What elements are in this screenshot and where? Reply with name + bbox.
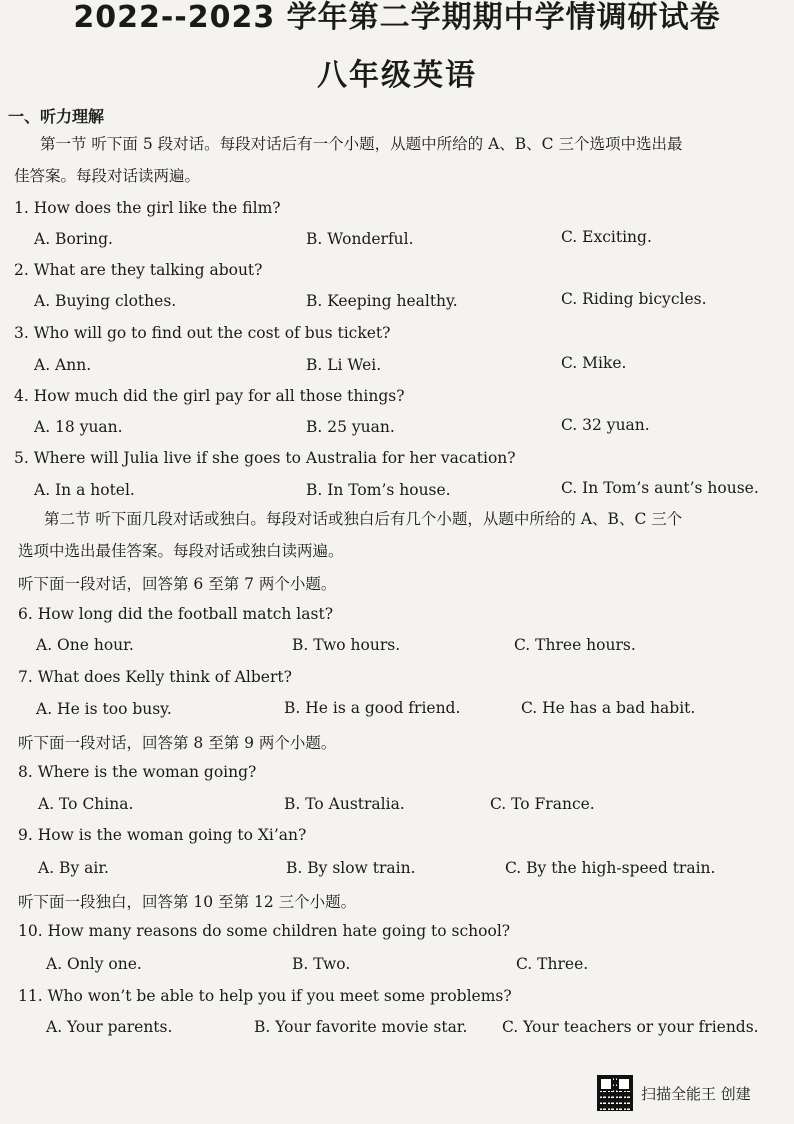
question-2: 2. What are they talking about? xyxy=(14,261,263,279)
q10-option-a: A. Only one. xyxy=(46,955,142,973)
question-7: 7. What does Kelly think of Albert? xyxy=(18,668,292,686)
question-4: 4. How much did the girl pay for all those things? xyxy=(14,387,405,405)
q2-option-a: A. Buying clothes. xyxy=(34,292,177,310)
q1-option-b: B. Wonderful. xyxy=(306,230,414,248)
q1-option-c: C. Exciting. xyxy=(561,228,652,246)
q10-option-c: C. Three. xyxy=(516,955,589,973)
q5-option-b: B. In Tom’s house. xyxy=(306,481,451,499)
listening-note-1: 听下面一段对话，回答第 6 至第 7 两个小题。 xyxy=(18,575,337,593)
part2-instruction-line2: 选项中选出最佳答案。每段对话或独白读两遍。 xyxy=(18,542,344,560)
q11-option-a: A. Your parents. xyxy=(46,1018,173,1036)
part1-instruction-line2: 佳答案。每段对话读两遍。 xyxy=(14,167,201,185)
question-6: 6. How long did the football match last? xyxy=(18,605,334,623)
q9-option-c: C. By the high-speed train. xyxy=(505,859,716,877)
q7-option-c: C. He has a bad habit. xyxy=(521,699,696,717)
q9-option-b: B. By slow train. xyxy=(286,859,416,877)
listening-note-3: 听下面一段独白，回答第 10 至第 12 三个小题。 xyxy=(18,893,357,911)
exam-title: 2022--2023 学年第二学期期中学情调研试卷 xyxy=(73,0,721,35)
question-10: 10. How many reasons do some children hate going to school? xyxy=(18,922,511,940)
qr-code-icon xyxy=(597,1075,633,1111)
q7-option-a: A. He is too busy. xyxy=(36,700,172,718)
q5-option-c: C. In Tom’s aunt’s house. xyxy=(561,479,759,497)
section-heading: 一、听力理解 xyxy=(8,107,105,126)
q2-option-b: B. Keeping healthy. xyxy=(306,292,458,310)
q9-option-a: A. By air. xyxy=(38,859,109,877)
q5-option-a: A. In a hotel. xyxy=(34,481,135,499)
q2-option-c: C. Riding bicycles. xyxy=(561,290,707,308)
q3-option-a: A. Ann. xyxy=(34,356,92,374)
q11-option-c: C. Your teachers or your friends. xyxy=(502,1018,759,1036)
q8-option-b: B. To Australia. xyxy=(284,795,405,813)
q4-option-b: B. 25 yuan. xyxy=(306,418,395,436)
q3-option-b: B. Li Wei. xyxy=(306,356,382,374)
q3-option-c: C. Mike. xyxy=(561,354,627,372)
listening-note-2: 听下面一段对话，回答第 8 至第 9 两个小题。 xyxy=(18,734,337,752)
q8-option-a: A. To China. xyxy=(38,795,134,813)
q10-option-b: B. Two. xyxy=(292,955,351,973)
q6-option-c: C. Three hours. xyxy=(514,636,636,654)
q4-option-a: A. 18 yuan. xyxy=(34,418,123,436)
part1-instruction-line1: 第一节 听下面 5 段对话。每段对话后有一个小题，从题中所给的 A、B、C 三个选项中选出最 xyxy=(40,135,683,153)
exam-subtitle: 八年级英语 xyxy=(317,58,477,93)
q8-option-c: C. To France. xyxy=(490,795,595,813)
question-3: 3. Who will go to find out the cost of bus ticket? xyxy=(14,324,391,342)
q7-option-b: B. He is a good friend. xyxy=(284,699,461,717)
q1-option-a: A. Boring. xyxy=(34,230,113,248)
question-1: 1. How does the girl like the film? xyxy=(14,199,281,217)
scanner-watermark xyxy=(597,1076,751,1110)
question-11: 11. Who won’t be able to help you if you meet some problems? xyxy=(18,987,512,1005)
q11-option-b: B. Your favorite movie star. xyxy=(254,1018,468,1036)
question-9: 9. How is the woman going to Xi’an? xyxy=(18,826,307,844)
q6-option-a: A. One hour. xyxy=(36,636,134,654)
question-8: 8. Where is the woman going? xyxy=(18,763,257,781)
watermark-text: 扫描全能王 创建 xyxy=(641,1084,751,1103)
q6-option-b: B. Two hours. xyxy=(292,636,401,654)
question-5: 5. Where will Julia live if she goes to Australia for her vacation? xyxy=(14,449,516,467)
part2-instruction-line1: 第二节 听下面几段对话或独白。每段对话或独白后有几个小题，从题中所给的 A、B、C 三个 xyxy=(44,510,683,528)
q4-option-c: C. 32 yuan. xyxy=(561,416,650,434)
